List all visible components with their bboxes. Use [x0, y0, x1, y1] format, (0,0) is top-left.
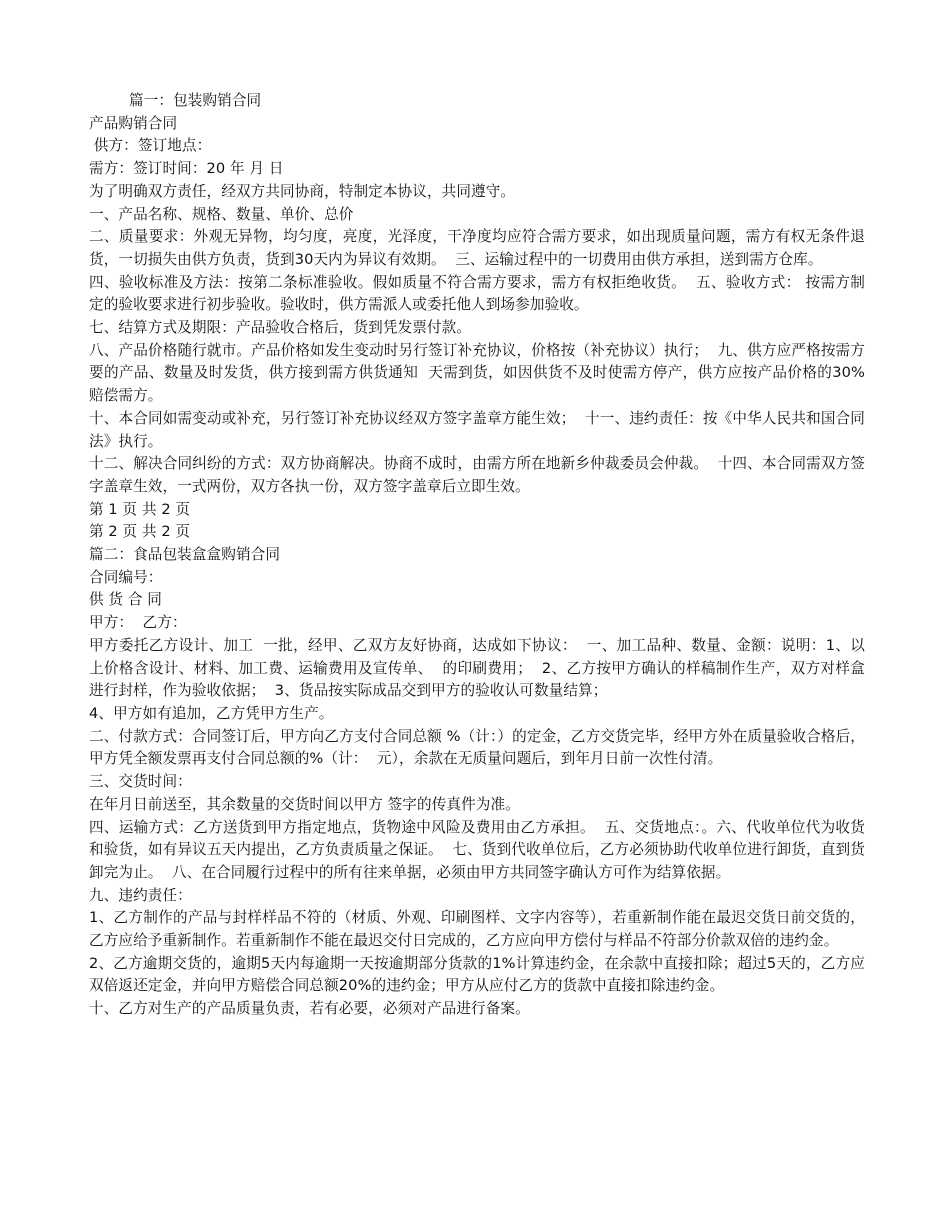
document-page	[89, 90, 865, 1021]
paragraph: 2、乙方逾期交货的，逾期5天内每逾期一天按逾期部分货款的1%计算违约金，在余款中直接扣除；超过5天的，乙方应双倍返还定金，并向甲方赔偿合同总额20%的违约金；甲方从应付乙方的货款中直接扣除违约金。	[89, 954, 865, 995]
transport-clause: 四、运输方式：乙方送货到甲方指定地点，货物途中风险及费用由乙方承担。 五、交货地点：。六、代收单位代为收货和验货，如有异议五天内提出，乙方负责质量之保证。 七、货到代收单位后，乙方必须协助代收单位进行卸货，直到货卸完为止。 八、在合同履行过程中的所有往来单据，必须由甲方共同签字确认方可作为结算依据。	[89, 818, 865, 881]
contract-heading: 供 货 合 同	[89, 591, 162, 609]
page-number: 第 2 页 共 2 页	[89, 523, 191, 541]
contract-title: 产品购销合同	[89, 114, 178, 132]
buyer-line: 需方：签订时间：20 年 月 日	[89, 160, 284, 178]
paragraph: 甲方委托乙方设计、加工 一批，经甲、乙双方友好协商，达成如下协议： 一、加工品种、数量、金额：说明：1、以上价格含设计、材料、加工费、运输费用及宣传单、 的印刷费用； 2、乙方按甲方确认的样稿制作生产，双方对样盒进行封样，作为验收依据； 3、货品按实际成品交到甲方的验收认可数量结算；	[89, 636, 865, 700]
clause-4: 四、验收标准及方法：按第二条标准验收。假如质量不符合需方要求，需方有权拒绝收货。 五、验收方式： 按需方制定的验收要求进行初步验收。验收时，供方需派人或委托他人到场参加验收。	[89, 273, 865, 314]
clause-7: 七、结算方式及期限：产品验收合格后，货到凭发票付款。	[89, 319, 472, 337]
page-number: 第 1 页 共 2 页	[89, 500, 191, 518]
parties-line: 甲方： 乙方：	[89, 614, 187, 632]
paragraph: 十、乙方对生产的产品质量负责，若有必要，必须对产品进行备案。	[89, 1000, 530, 1018]
clause-12: 十二、解决合同纠纷的方式：双方协商解决。协商不成时，由需方所在地新乡仲裁委员会仲裁。 十四、本合同需双方签字盖章生效，一式两份，双方各执一份，双方签字盖章后立即生效。	[89, 455, 865, 495]
clause-8: 八、产品价格随行就市。产品价格如发生变动时另行签订补充协议，价格按（补充协议）执行； 九、供方应严格按需方要的产品、数量及时发货，供方接到需方供货通知 天需到货，如因供货不及时使需方停产，供方应按产品价格的30%赔偿需方。	[89, 341, 865, 405]
payment-clause: 二、付款方式：合同签订后，甲方向乙方支付合同总额 %（计：）的定金，乙方交货完毕，经甲方外在质量验收合格后，甲方凭全额发票再支付合同总额的%（计： 元），余款在无质量问题后，到年月日前一次性付清。	[89, 727, 865, 768]
paragraph: 在年月日前送至，其余数量的交货时间以甲方 签字的传真件为准。	[89, 795, 520, 813]
section-title-2: 篇二：食品包装盒盒购销合同	[89, 546, 281, 564]
supplier-line: 供方：签订地点：	[89, 137, 212, 155]
section-title-1: 篇一：包装购销合同	[129, 92, 262, 109]
paragraph: 为了明确双方责任，经双方共同协商，特制定本协议，共同遵守。	[89, 182, 516, 200]
clause-1: 一、产品名称、规格、数量、单价、总价	[89, 205, 354, 223]
paragraph: 1、乙方制作的产品与封样样品不符的（材质、外观、印刷图样、文字内容等），若重新制作能在最迟交货日前交货的，乙方应给予重新制作。若重新制作不能在最迟交付日完成的，乙方应向甲方偿付与样品不符部分价款双倍的违约金。	[89, 909, 865, 950]
liability-heading: 九、违约责任：	[89, 886, 192, 904]
contract-number: 合同编号：	[89, 568, 163, 586]
paragraph: 4、甲方如有追加，乙方凭甲方生产。	[89, 704, 334, 722]
clause-2: 二、质量要求：外观无异物，均匀度，亮度，光泽度，干净度均应符合需方要求，如出现质量问题，需方有权无条件退货，一切损失由供方负责，货到30天内为异议有效期。 三、运输过程中的一切费用由供方承担，送到需方仓库。	[89, 228, 865, 268]
delivery-time-heading: 三、交货时间：	[89, 773, 192, 791]
clause-10: 十、本合同如需变动或补充，另行签订补充协议经双方签字盖章方能生效； 十一、违约责任：按《中华人民共和国合同法》执行。	[89, 409, 865, 450]
